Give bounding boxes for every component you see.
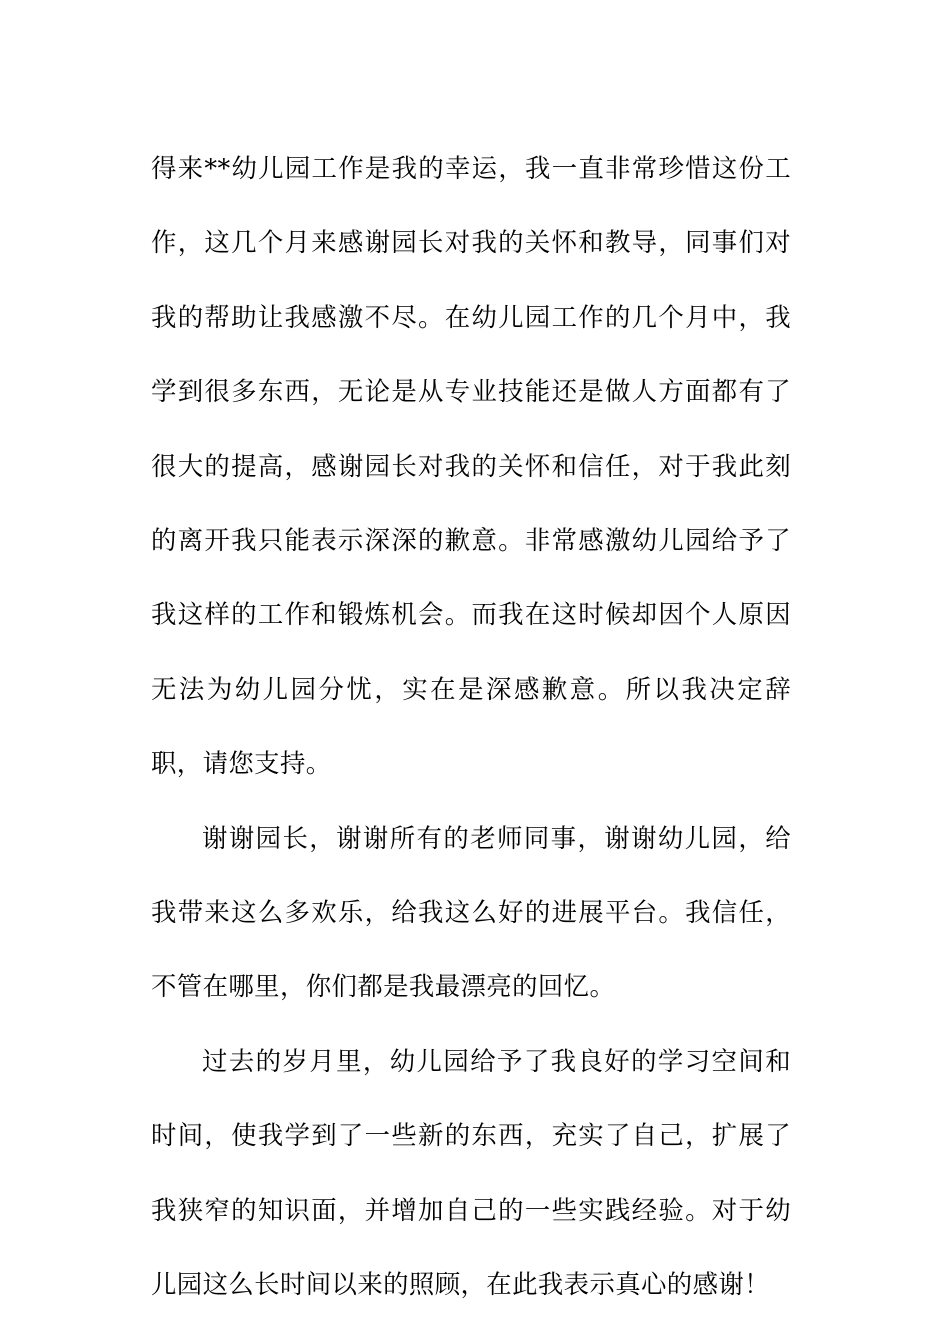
paragraph-2: 谢谢园长，谢谢所有的老师同事，谢谢幼儿园，给我带来这么多欢乐，给我这么好的进展平台。我信任，不管在哪里，你们都是我最漂亮的回忆。 — [151, 822, 791, 1002]
paragraph-3: 过去的岁月里，幼儿园给予了我良好的学习空间和时间，使我学到了一些新的东西，充实了自己，扩展了我狭窄的知识面，并增加自己的一些实践经验。对于幼儿园这么长时间以来的照顾，在此我表示真心的感谢！ — [151, 1045, 791, 1300]
letter-body — [151, 131, 791, 1322]
paragraph-1: 得来**幼儿园工作是我的幸运，我一直非常珍惜这份工作，这几个月来感谢园长对我的关怀和教导，同事们对我的帮助让我感激不尽。在幼儿园工作的几个月中，我学到很多东西，无论是从专业技能还是做人方面都有了很大的提高，感谢园长对我的关怀和信任，对于我此刻的离开我只能表示深深的歉意。非常感激幼儿园给予了我这样的工作和锻炼机会。而我在这时候却因个人原因无法为幼儿园分忧，实在是深感歉意。所以我决定辞职，请您支持。 — [151, 153, 791, 779]
